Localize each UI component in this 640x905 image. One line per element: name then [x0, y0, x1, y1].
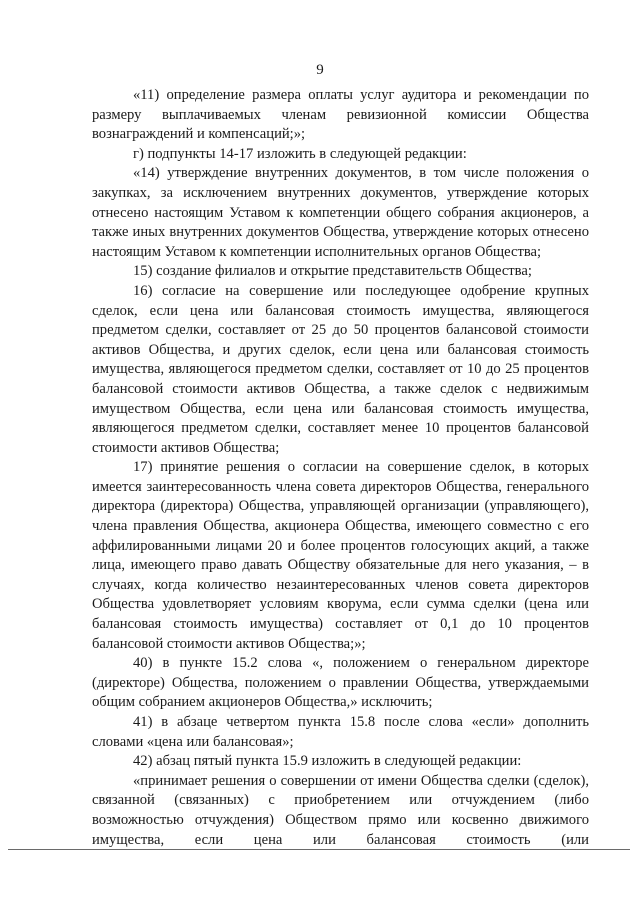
paragraph-decision-transactions: «принимает решения о совершении от имени Общества сделки (сделок), связанной (связанных) с приобретением или отчуждением (либо возможностью отчуждения) Обществом прямо или косвенно движимого имущества, если цена или балансовая стоимость (или	[92, 772, 589, 848]
paragraph-11-audit: «11) определение размера оплаты услуг аудитора и рекомендации по размеру выплачиваемых членам ревизионной комиссии Общества вознаграждений и компенсаций;»;	[92, 87, 589, 143]
page-number: 9	[316, 62, 324, 78]
paragraph-subitems-intro: г) подпункты 14-17 изложить в следующей редакции:	[133, 145, 467, 162]
paragraph-14-internal-documents: «14) утверждение внутренних документов, в том числе положения о закупках, за исключением внутренних документов, утверждение которых отнесено настоящим Уставом к компетенции общего собрания акционеров, а также иных внутренних документов Общества, утверждение которых отнесено настоящим Уставом к компетенции исполнительных органов Общества;	[92, 165, 589, 260]
paragraph-17-interested-transactions: 17) принятие решения о согласии на совершение сделок, в которых имеется заинтересованность члена совета директоров Общества, генерального директора (директора) Общества, управляющей организации (управляющего), члена правления Общества, акционера Общества, имеющего совместно с его аффилированными лицами 20 и более процентов голосующих акций, а также лица, имеющего право давать Обществу обязательные для него указания, – в случаях, когда количество незаинтересованных членов совета директоров Общества удовлетворяет условиям кворума, если сумма сделки (цена или балансовая стоимость имущества) составляет от 0,1 до 10 процентов балансовой стоимости активов Общества;»;	[92, 459, 589, 652]
document-body	[92, 86, 589, 850]
paragraph-40-clause-15-2: 40) в пункте 15.2 слова «, положением о генеральном директоре (директоре) Общества, положением о правлении Общества, утверждаемыми общим собранием акционеров Общества,» исключить;	[92, 655, 589, 711]
paragraph-42-clause-15-9: 42) абзац пятый пункта 15.9 изложить в следующей редакции:	[133, 753, 522, 770]
paragraph-15-branches: 15) создание филиалов и открытие представительств Общества;	[133, 263, 532, 280]
paragraph-41-clause-15-8: 41) в абзаце четвертом пункта 15.8 после слова «если» дополнить словами «цена или балансовая»;	[92, 714, 589, 750]
footer-separator-line	[8, 849, 630, 850]
paragraph-16-major-transactions: 16) согласие на совершение или последующее одобрение крупных сделок, если цена или балансовая стоимость имущества, являющегося предметом сделки, составляет от 25 до 50 процентов балансовой стоимости активов Общества, и других сделок, если цена или балансовая стоимость имущества, являющегося предметом сделки, составляет от 10 до 25 процентов балансовой стоимости активов Общества, а также сделок с недвижимым имуществом Общества, если цена или балансовая стоимость имущества, являющегося предметом сделки, составляет менее 10 процентов балансовой стоимости активов Общества;	[92, 282, 589, 456]
